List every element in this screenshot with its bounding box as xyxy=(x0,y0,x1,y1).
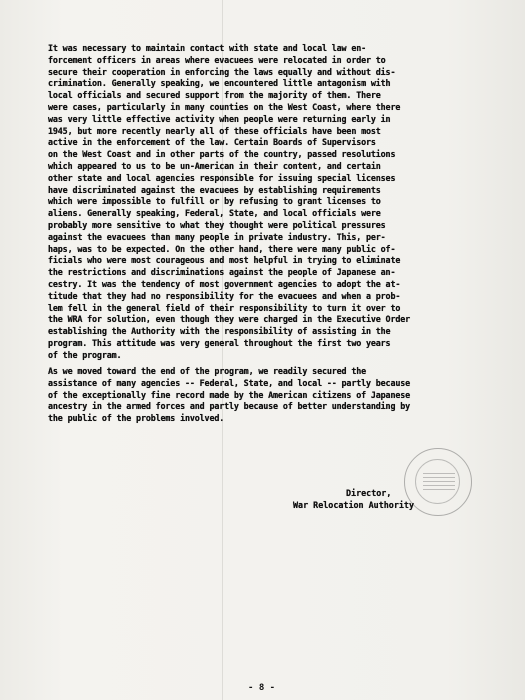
text-line: which appeared to us to be un-American in their content, and certain xyxy=(48,160,381,171)
signature-title: Director, xyxy=(346,488,392,498)
text-line: were cases, particularly in many counties on the West Coast, where there xyxy=(48,101,401,112)
text-line: of the exceptionally fine record made by the American citizens of Japanese xyxy=(48,389,411,400)
text-line: of the program. xyxy=(48,349,122,360)
text-line: aliens. Generally speaking, Federal, State, and local officials were xyxy=(48,208,381,219)
text-line: was very little effective activity when people were returning early in xyxy=(48,113,391,124)
archive-stamp-icon xyxy=(404,448,472,516)
text-line: have discriminated against the evacuees by establishing requirements xyxy=(48,184,381,195)
text-line: forcement officers in areas where evacuees were relocated in order to xyxy=(48,54,386,65)
paragraph-2 xyxy=(48,366,410,425)
text-line: local officials and secured support from the majority of them. There xyxy=(48,90,381,101)
text-line: haps, was to be expected. On the other hand, there were many public of- xyxy=(48,243,396,254)
text-line: other state and local agencies responsible for issuing special licenses xyxy=(48,172,396,183)
text-line: on the West Coast and in other parts of the country, passed resolutions xyxy=(48,149,396,160)
text-line: active in the enforcement of the law. Certain Boards of Supervisors xyxy=(48,137,376,148)
text-line: crimination. Generally speaking, we encountered little antagonism with xyxy=(48,78,391,89)
text-line: the WRA for solution, even though they were charged in the Executive Order xyxy=(48,314,411,325)
stamp-text-marks xyxy=(423,473,455,493)
text-line: ficials who were most courageous and most helpful in trying to eliminate xyxy=(48,255,401,266)
text-line: cestry. It was the tendency of most government agencies to adopt the at- xyxy=(48,278,401,289)
text-line: It was necessary to maintain contact with state and local law en- xyxy=(48,43,366,53)
signature-organization: War Relocation Authority xyxy=(293,500,415,510)
text-line: lem fell in the general field of their responsibility to turn it over to xyxy=(48,302,401,313)
text-line: As we moved toward the end of the program, we readily secured the xyxy=(48,366,366,376)
text-line: program. This attitude was very general throughout the first two years xyxy=(48,337,391,348)
text-line: assistance of many agencies -- Federal, State, and local -- partly because xyxy=(48,377,411,388)
text-line: probably more sensitive to what they thought were political pressures xyxy=(48,219,386,230)
paragraph-1 xyxy=(48,43,410,362)
text-line: the public of the problems involved. xyxy=(48,413,225,424)
text-line: establishing the Authority with the responsibility of assisting in the xyxy=(48,326,391,337)
text-line: against the evacuees than many people in private industry. This, per- xyxy=(48,231,386,242)
text-line: the restrictions and discriminations against the people of Japanese an- xyxy=(48,267,396,278)
text-line: 1945, but more recently nearly all of these officials have been most xyxy=(48,125,381,136)
page-number: - 8 - xyxy=(248,683,276,693)
text-line: ancestry in the armed forces and partly because of better understanding by xyxy=(48,401,411,412)
text-line: titude that they had no responsibility for the evacuees and when a prob- xyxy=(48,290,401,301)
text-line: which were impossible to fulfill or by refusing to grant licenses to xyxy=(48,196,381,207)
text-line: secure their cooperation in enforcing the laws equally and without dis- xyxy=(48,66,396,77)
